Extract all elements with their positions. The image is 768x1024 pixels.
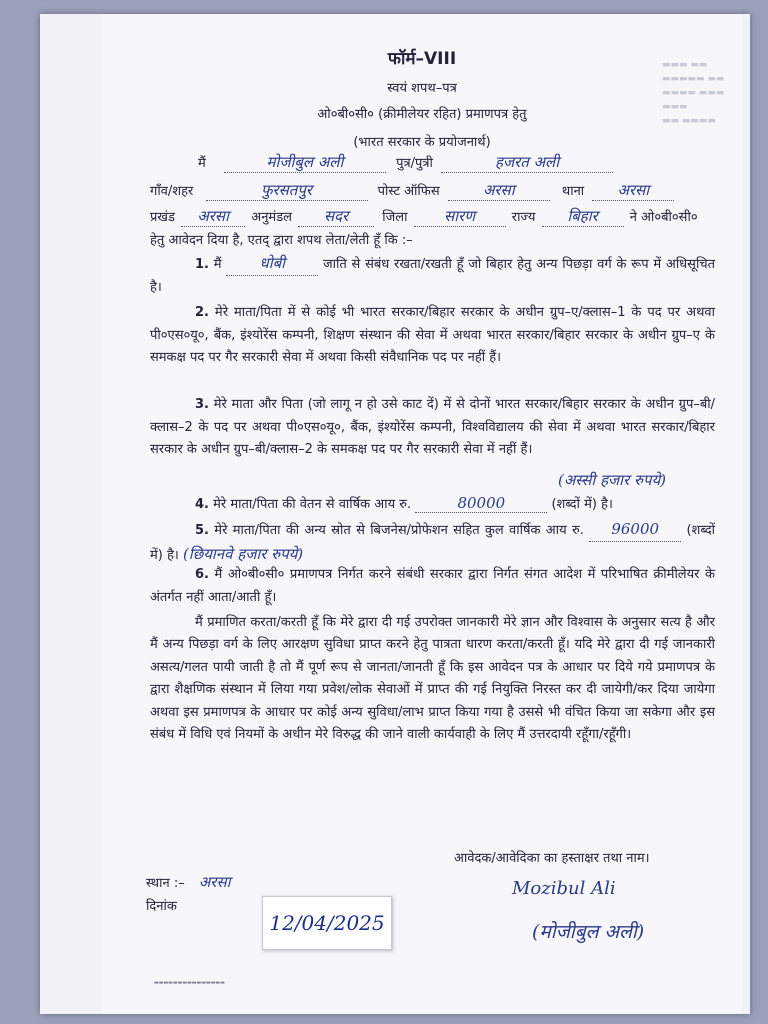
point-4-suffix: (शब्दों में) है। <box>551 497 613 512</box>
bleed-through-text: ▬▬▬ ▬▬ ▬▬▬▬▬ ▬▬ ▬▬▬▬ ▬▬▬ ▬▬▬ ▬▬ ▬▬▬▬ <box>662 60 725 126</box>
point-6-number: 6. <box>195 567 209 582</box>
block-line <box>150 206 698 227</box>
district-value: सारण <box>414 206 506 227</box>
date-value: 12/04/2025 <box>262 896 392 950</box>
point-1-number: 1. <box>195 257 209 272</box>
declaration-intro: हेतु आवेदन दिया है, एतद् द्वारा शपथ लेता/लेती हूँ कि :– <box>150 233 413 248</box>
address-line <box>150 180 674 201</box>
point-6 <box>150 564 715 609</box>
point-4-text: मेरे माता/पिता की वेतन से वार्षिक आय रु. <box>213 497 412 512</box>
point-2-text: मेरे माता/पिता में से कोई भी भारत सरकार/बिहार सरकार के अधीन ग्रुप–ए/क्लास–1 के पद पर अथवा पी०एस०यू०, बैंक, इंश्योरेंस कम्पनी, शिक्षण संस्थान की सेवा में अथवा भारत सरकार/बिहार सरकार के अधीन ग्रुप–ए के समकक्ष पद पर गैर सरकारी सेवा में अथवा किसी संवैधानिक पद पर नहीं हैं। <box>150 305 715 365</box>
applicant-signature: Mozibul Ali <box>512 878 616 899</box>
point-6-text: मैं ओ०बी०सी० प्रमाणपत्र निर्गत करने संबंधी सरकार द्वारा निर्गत संगत आदेश में परिभाषित क्रीमीलेयर के अंतर्गत नहीं आता/आती हूँ। <box>150 567 715 605</box>
place-value: अरसा <box>198 873 231 891</box>
place-label: स्थान :– <box>146 876 185 891</box>
state-value: बिहार <box>542 206 624 227</box>
obc-tail-text: ने ओ०बी०सी० <box>629 210 698 225</box>
point-1-text: जाति से संबंध रखता/रखती हूँ जो बिहार हेतु अन्य पिछड़ा वर्ग के रूप में अधिसूचित है। <box>150 257 715 295</box>
salary-income-amount: 80000 <box>415 494 547 513</box>
village-value: फुरसतपुर <box>206 180 368 201</box>
applicant-name: मोजीबुल अली <box>224 152 386 173</box>
caste-value: धोबी <box>226 252 318 276</box>
document-paper <box>40 14 750 1014</box>
father-name: हजरत अली <box>441 152 613 173</box>
state-label: राज्य <box>511 210 536 225</box>
applicant-name-bracketed: (मोजीबुल अली) <box>532 921 645 943</box>
form-heading: ओ०बी०सी० (क्रीमीलेयर रहित) प्रमाणपत्र हेतु <box>317 107 527 122</box>
certification-paragraph: मैं प्रमाणित करता/करती हूँ कि मेरे द्वारा दी गई उपरोक्त जानकारी मेरे ज्ञान और विश्वास के अनुसार सत्य है और मैं अन्य पिछड़ा वर्ग के लिए आरक्षण सुविधा प्राप्त करने हेतु पात्रता धारण करता/करती हूँ। यदि मेरे द्वारा दी गई जानकारी असत्य/गलत पायी जाती है तो मैं पूर्ण रूप से जानता/जानती हूँ कि इस आवेदन पत्र के आधार पर दिये गये प्रमाणपत्र के द्वारा शैक्षणिक संस्थान में लिया गया प्रवेश/लोक सेवाओं में प्राप्त की गई नियुक्ति निरस्त कर दी जायेगी/कर दिया जायेगा अथवा इस प्रमाणपत्र के आधार पर कोई अन्य सुविधा/लाभ प्राप्त किया गया है उससे भी वंचित किया जा सकेगा और इस संबंध में विधि एवं नियमों के अधीन मेरे विरुद्ध की जाने वाली कार्यवाही के लिए मैं उत्तरदायी रहूँगा/रहूँगी। <box>150 615 715 743</box>
point-2 <box>150 302 715 370</box>
point-4-number: 4. <box>195 497 209 512</box>
point-5 <box>150 518 715 567</box>
prefix-label: मैं <box>198 156 206 171</box>
relation-label: पुत्र/पुत्री <box>396 156 433 171</box>
form-title: फॉर्म–VIII <box>387 49 457 69</box>
district-label: जिला <box>382 210 408 225</box>
subdivision-value: सदर <box>298 206 374 227</box>
point-1 <box>150 252 715 299</box>
block-value: अरसा <box>181 206 245 227</box>
point-5-text: मेरे माता/पिता की अन्य स्रोत से बिजनेस/प्रोफेशन सहित कुल वार्षिक आय रु. <box>214 523 584 538</box>
thana-label: थाना <box>561 184 585 199</box>
form-purpose: (भारत सरकार के प्रयोजनार्थ) <box>353 135 491 150</box>
point-2-number: 2. <box>195 305 209 320</box>
point-5-number: 5. <box>195 523 209 538</box>
village-label: गाँव/शहर <box>150 184 194 199</box>
place-line <box>146 872 230 892</box>
post-office-value: अरसा <box>448 180 550 201</box>
subdivision-label: अनुमंडल <box>251 210 292 225</box>
print-code-mark: ▬▬▬▬▬▬▬▬▬▬▬▬▬▬▬ <box>154 980 225 986</box>
income-words-2: (छियानवे हजार रुपये) <box>182 544 304 563</box>
affidavit-sheet <box>102 14 742 1014</box>
total-income-amount: 96000 <box>589 518 681 542</box>
thana-value: अरसा <box>592 180 674 201</box>
point-3 <box>150 394 715 462</box>
form-subtitle: स्वयं शपथ–पत्र <box>387 81 457 96</box>
point-1-prefix: मैं <box>213 257 222 272</box>
point-4 <box>195 494 613 513</box>
point-5-suffix: (शब्दों में) है। <box>150 523 715 563</box>
income-words-1: (अस्सी हजार रुपये) <box>558 471 667 489</box>
signature-label: आवेदक/आवेदिका का हस्ताक्षर तथा नाम। <box>454 851 650 866</box>
post-office-label: पोस्ट ऑफिस <box>377 184 440 199</box>
date-label: दिनांक <box>146 899 177 914</box>
point-3-number: 3. <box>195 397 209 412</box>
block-label: प्रखंड <box>150 210 175 225</box>
applicant-name-line <box>198 152 613 173</box>
point-3-text: मेरे माता और पिता (जो लागू न हो उसे काट दें) में से दोनों भारत सरकार/बिहार सरकार के अधीन ग्रुप–बी/क्लास–2 के पद पर अथवा पी०एस०यू०, बैंक, इंश्योरेंस कम्पनी, विश्वविद्यालय की सेवा में अथवा भारत सरकार/बिहार सरकार के अधीन ग्रुप–बी/क्लास–2 के समकक्ष पद पर गैर सरकारी सेवा में नहीं हैं। <box>150 397 715 457</box>
